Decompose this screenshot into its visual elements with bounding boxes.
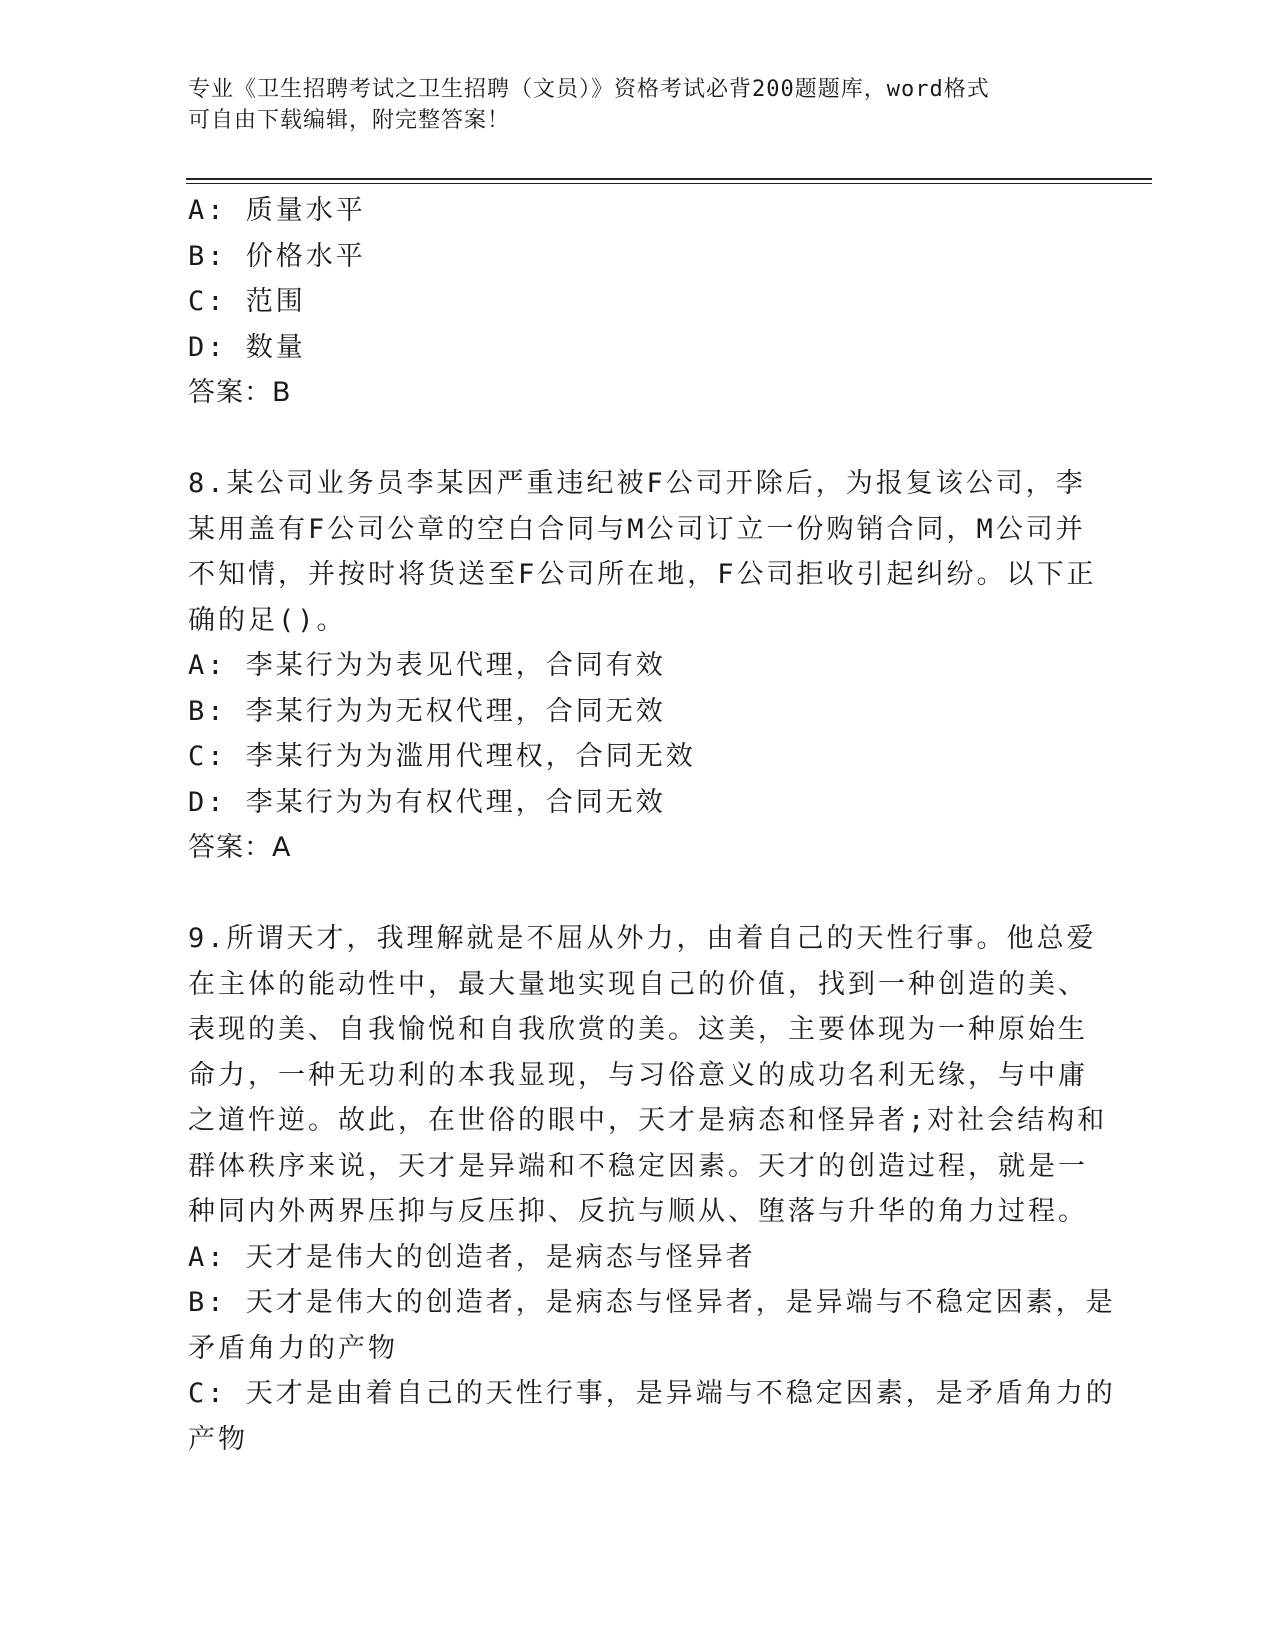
option-b: B: 天才是伟大的创造者，是病态与怪异者，是异端与不稳定因素，是: [188, 1287, 1116, 1318]
question-text-line: 某用盖有F公司公章的空白合同与M公司订立一份购销合同，M公司并: [188, 513, 1086, 545]
question-text-line: 种同内外两界压抑与反压抑、反抗与顺从、堕落与升华的角力过程。: [188, 1196, 1088, 1227]
header-line-2: 可自由下载编辑，附完整答案！: [188, 108, 511, 133]
option-b: B: 价格水平: [188, 240, 366, 272]
header-rule-thick: [186, 178, 1152, 180]
option-c: C: 李某行为为滥用代理权，合同无效: [188, 741, 696, 772]
header-rule-thin: [186, 183, 1152, 184]
question-9: [188, 916, 1116, 1462]
question-content: [188, 188, 1116, 1462]
option-b: B: 李某行为为无权代理，合同无效: [188, 695, 666, 727]
option-d: D: 数量: [188, 331, 306, 363]
option-d: D: 李某行为为有权代理，合同无效: [188, 786, 666, 818]
question-text-line: 8.某公司业务员李某因严重违纪被F公司开除后，为报复该公司，李: [188, 468, 1086, 499]
answer: 答案：A: [188, 832, 292, 863]
question-text-line: 表现的美、自我愉悦和自我欣赏的美。这美，主要体现为一种原始生: [188, 1014, 1088, 1045]
question-7: [188, 188, 1088, 416]
question-text-line: 不知情，并按时将货送至F公司所在地，F公司拒收引起纠纷。以下正: [188, 559, 1097, 590]
option-c: C: 天才是由着自己的天性行事，是异端与不稳定因素，是矛盾角力的: [188, 1378, 1116, 1409]
question-text-line: 9.所谓天才，我理解就是不屈从外力，由着自己的天性行事。他总爱: [188, 923, 1097, 954]
option-c: C: 范围: [188, 286, 306, 317]
question-text-line: 之道忤逆。故此，在世俗的眼中，天才是病态和怪异者;对社会结构和: [188, 1105, 1108, 1136]
document-header: [188, 74, 1068, 136]
spacer: [188, 416, 1088, 462]
option-a: A: 质量水平: [188, 195, 366, 226]
question-text-line: 确的足()。: [188, 604, 347, 636]
header-line-1: 专业《卫生招聘考试之卫生招聘（文员）》资格考试必背200题题库，word格式: [188, 77, 990, 102]
option-a: A: 李某行为为表见代理，合同有效: [188, 650, 666, 681]
spacer: [188, 871, 1088, 917]
option-b-continued: 矛盾角力的产物: [188, 1332, 398, 1364]
answer: 答案：B: [188, 377, 292, 408]
question-text-line: 在主体的能动性中，最大量地实现自己的价值，找到一种创造的美、: [188, 968, 1088, 1000]
option-a: A: 天才是伟大的创造者，是病态与怪异者: [188, 1241, 756, 1273]
question-text-line: 群体秩序来说，天才是异端和不稳定因素。天才的创造过程，就是一: [188, 1150, 1088, 1182]
question-text-line: 命力，一种无功利的本我显现，与习俗意义的成功名利无缘，与中庸: [188, 1059, 1088, 1091]
option-c-continued: 产物: [188, 1423, 248, 1455]
question-8: [188, 461, 1097, 871]
